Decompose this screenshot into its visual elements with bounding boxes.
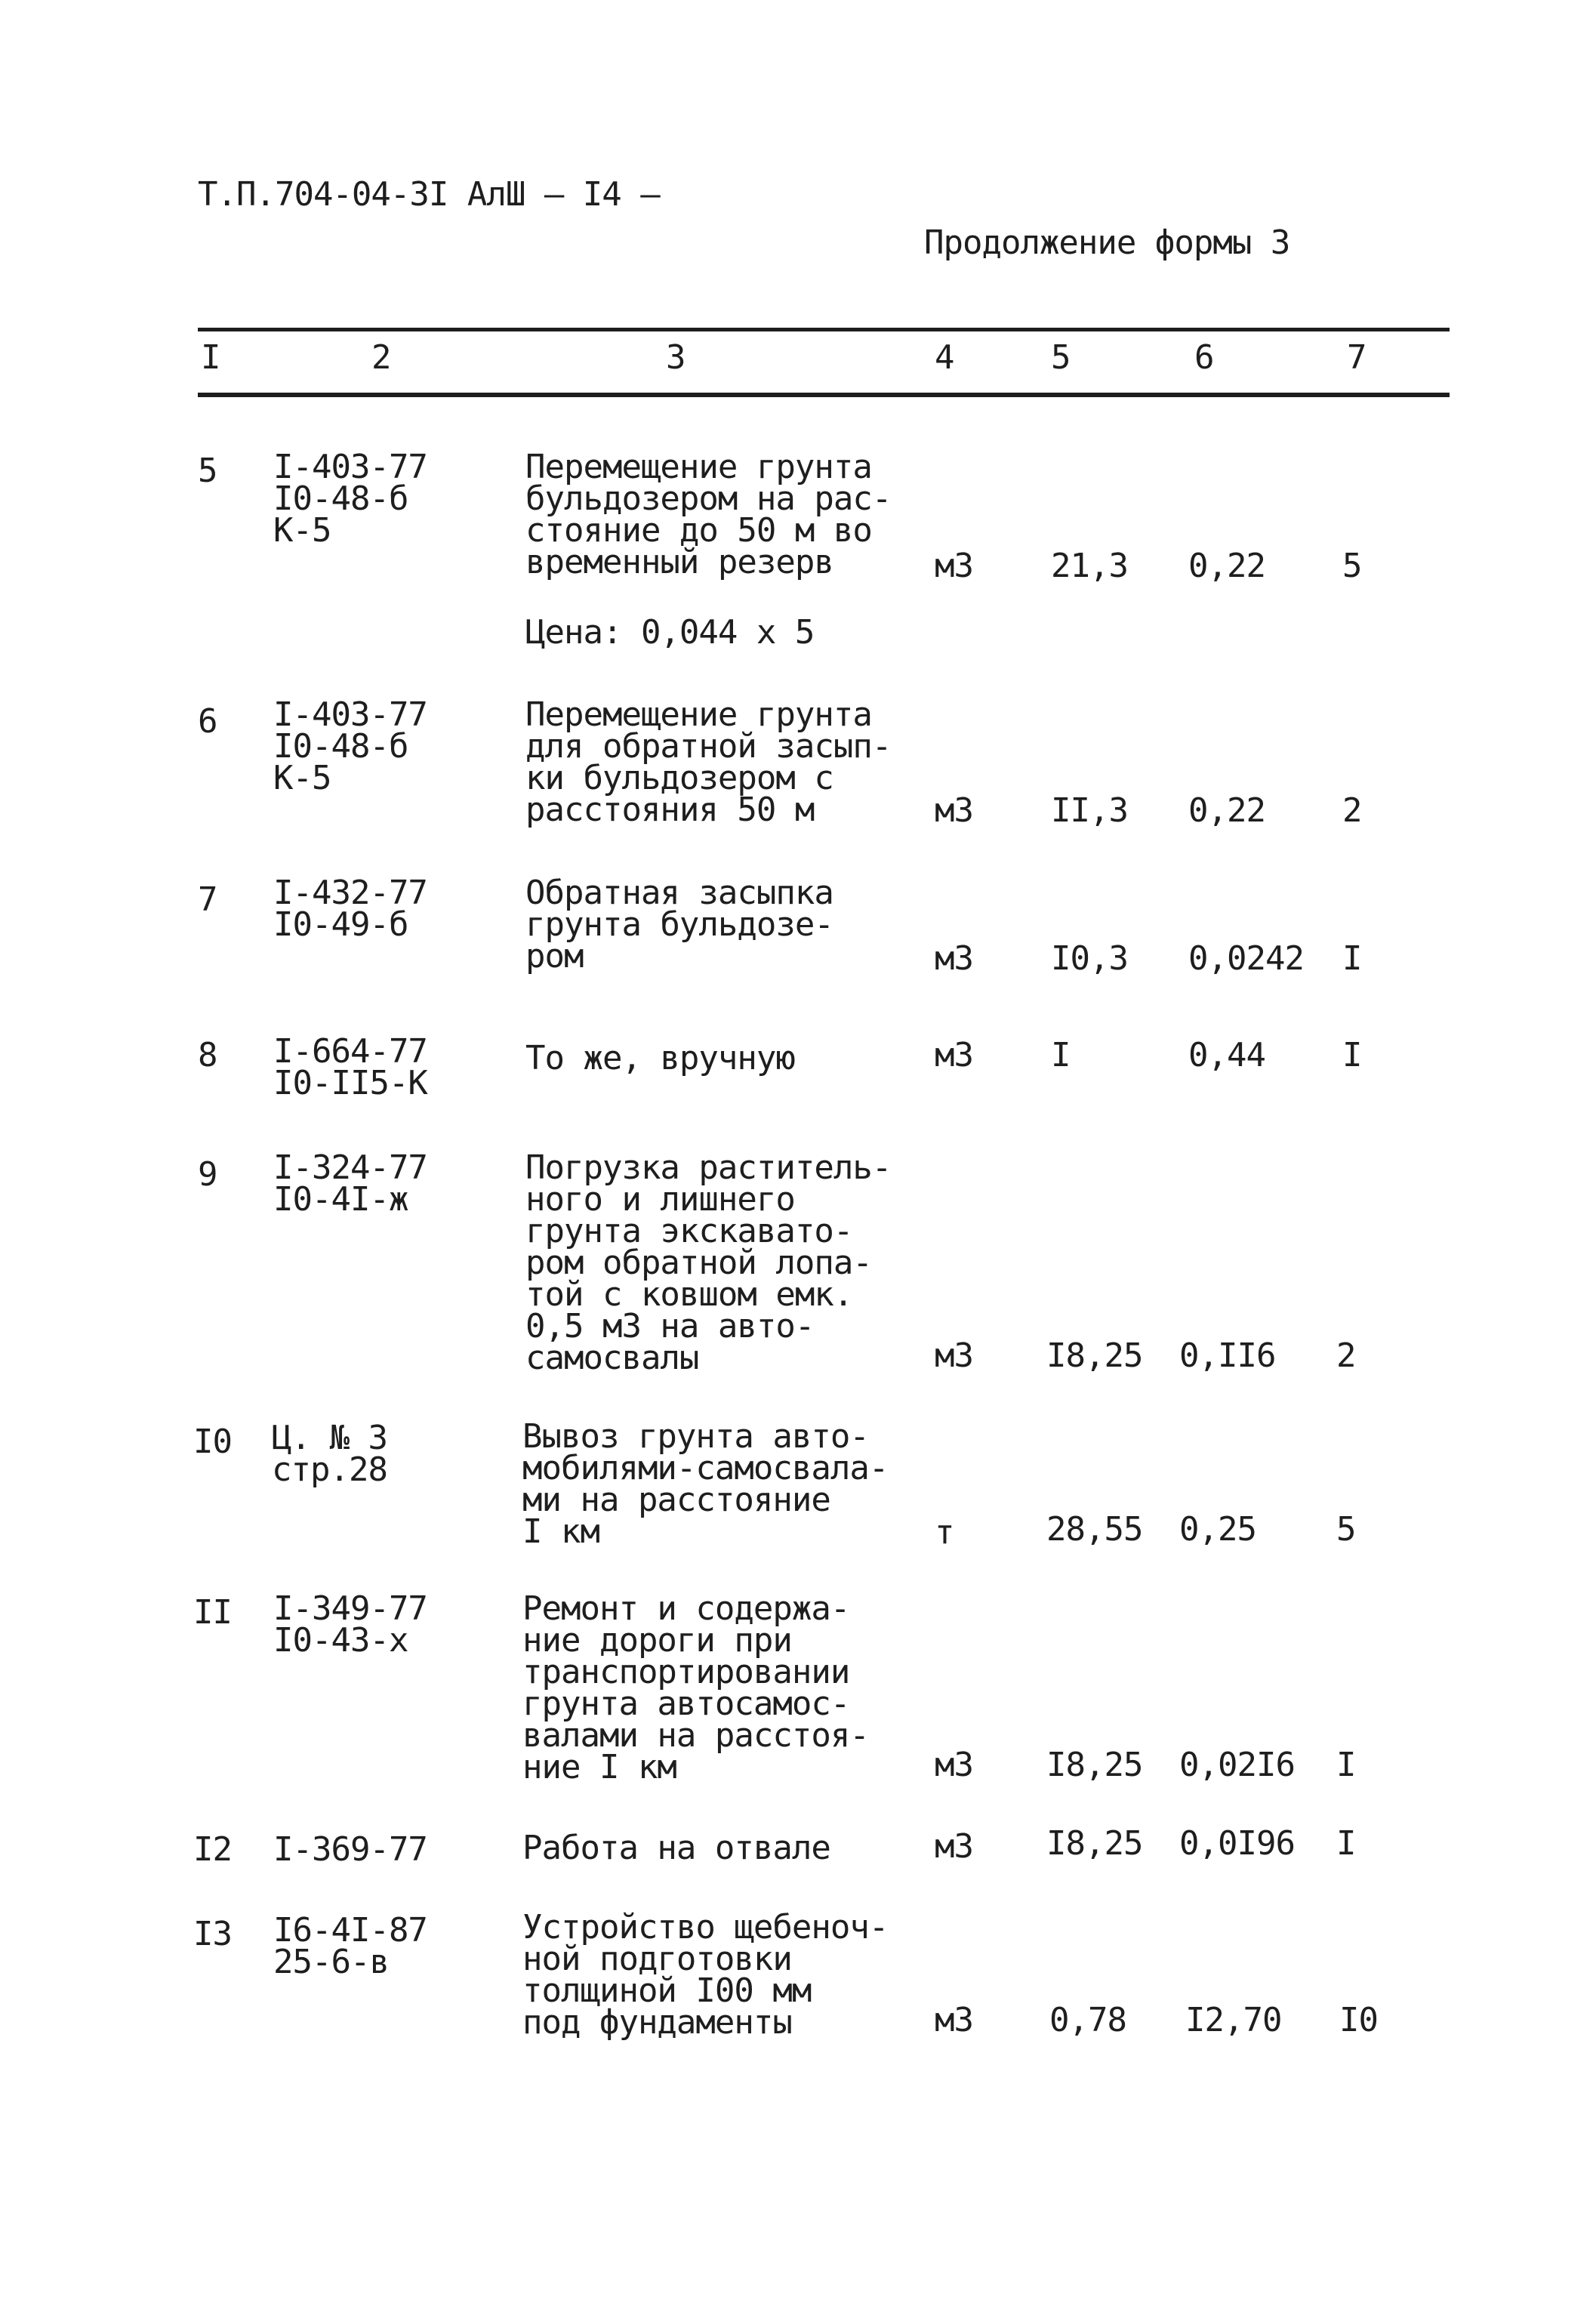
row-number: 6 (198, 702, 217, 741)
column-header-6: 6 (1194, 338, 1215, 377)
row-unit: м3 (935, 1746, 973, 1784)
row-unit: м3 (935, 2001, 973, 2039)
row-rate: 0,22 (1188, 791, 1265, 830)
row-quantity: I8,25 (1046, 1336, 1143, 1375)
row-description: То же, вручную (525, 1039, 795, 1077)
row-quantity: 21,3 (1051, 547, 1128, 585)
row-quantity: I8,25 (1046, 1824, 1143, 1863)
row-description: Перемещение грунта бульдозером на рас- стояние до 50 м во временный резерв (525, 448, 892, 581)
row-quantity: II,3 (1051, 791, 1128, 830)
row-description: Устройство щебеноч- ной подготовки толщиной I00 мм под фундаменты (522, 1908, 889, 2042)
row-total: I (1336, 1746, 1356, 1784)
column-header-4: 4 (935, 338, 955, 377)
row-number: 7 (198, 880, 217, 919)
row-unit: м3 (935, 791, 973, 830)
row-rate: 0,II6 (1179, 1336, 1276, 1375)
row-total: 2 (1342, 791, 1362, 830)
row-total: 5 (1336, 1510, 1356, 1549)
row-total: I (1336, 1824, 1356, 1863)
row-total: 2 (1336, 1336, 1356, 1375)
row-unit: т (935, 1513, 954, 1552)
row-unit: м3 (935, 547, 973, 585)
column-header-7: 7 (1347, 338, 1367, 377)
row-rate: 0,22 (1188, 547, 1265, 585)
row-number: I0 (193, 1423, 232, 1461)
row-codes: I6-4I-87 25-6-в (273, 1911, 427, 1981)
row-number: 8 (198, 1036, 217, 1074)
row-unit: м3 (935, 1336, 973, 1375)
continuation-title: Продолжение формы 3 (924, 223, 1290, 262)
row-description: Ремонт и содержа- ние дороги при транспортировании грунта автосамос- валами на расстоя- ние I км (522, 1589, 869, 1786)
document-code: Т.П.704-04-3I АлШ — I4 — (198, 175, 660, 214)
row-description: Перемещение грунта для обратной засып- ки бульдозером с расстояния 50 м (525, 695, 892, 829)
row-codes: I-324-77 I0-4I-ж (273, 1148, 427, 1219)
row-rate: 0,25 (1179, 1510, 1256, 1549)
row-codes: I-403-77 I0-48-б К-5 (273, 448, 427, 550)
row-codes: I-432-77 I0-49-б (273, 874, 427, 944)
row-rate: 0,44 (1188, 1036, 1265, 1074)
row-codes: I-664-77 I0-II5-К (273, 1032, 427, 1102)
row-unit: м3 (935, 1036, 973, 1074)
row-quantity: I8,25 (1046, 1746, 1143, 1784)
row-price-note: Цена: 0,044 х 5 (525, 613, 815, 652)
row-rate: 0,0242 (1188, 939, 1304, 978)
row-number: I2 (193, 1830, 232, 1869)
row-quantity: I0,3 (1051, 939, 1128, 978)
row-rate: I2,70 (1185, 2001, 1282, 2039)
row-number: 5 (198, 452, 217, 490)
column-header-2: 2 (371, 338, 392, 377)
row-description: Работа на отвале (522, 1829, 830, 1867)
row-codes: I-369-77 (273, 1830, 427, 1869)
row-unit: м3 (935, 1827, 973, 1866)
row-codes: I-349-77 I0-43-х (273, 1589, 427, 1660)
row-unit: м3 (935, 939, 973, 978)
table-top-rule (198, 328, 1450, 331)
row-total: I (1342, 1036, 1362, 1074)
row-total: 5 (1342, 547, 1362, 585)
row-description: Обратная засыпка грунта бульдозе- ром (525, 874, 833, 976)
row-total: I0 (1339, 2001, 1378, 2039)
row-quantity: 0,78 (1049, 2001, 1126, 2039)
row-number: II (193, 1593, 232, 1632)
row-codes: I-403-77 I0-48-б К-5 (273, 695, 427, 797)
row-quantity: 28,55 (1046, 1510, 1143, 1549)
row-quantity: I (1051, 1036, 1071, 1074)
row-number: 9 (198, 1155, 217, 1194)
column-header-3: 3 (666, 338, 686, 377)
column-header-5: 5 (1051, 338, 1071, 377)
row-description: Погрузка раститель- ного и лишнего грунта экскавато- ром обратной лопа- той с ковшом емк. 0,5 м3 на авто- самосвалы (525, 1148, 892, 1377)
row-number: I3 (193, 1915, 232, 1953)
row-total: I (1342, 939, 1362, 978)
row-description: Вывоз грунта авто- мобилями-самосвала- ми на расстояние I км (522, 1417, 889, 1551)
row-rate: 0,02I6 (1179, 1746, 1295, 1784)
row-rate: 0,0I96 (1179, 1824, 1295, 1863)
row-codes: Ц. № 3 стр.28 (272, 1419, 387, 1489)
column-header-1: I (201, 338, 221, 377)
table-header-rule (198, 393, 1450, 397)
